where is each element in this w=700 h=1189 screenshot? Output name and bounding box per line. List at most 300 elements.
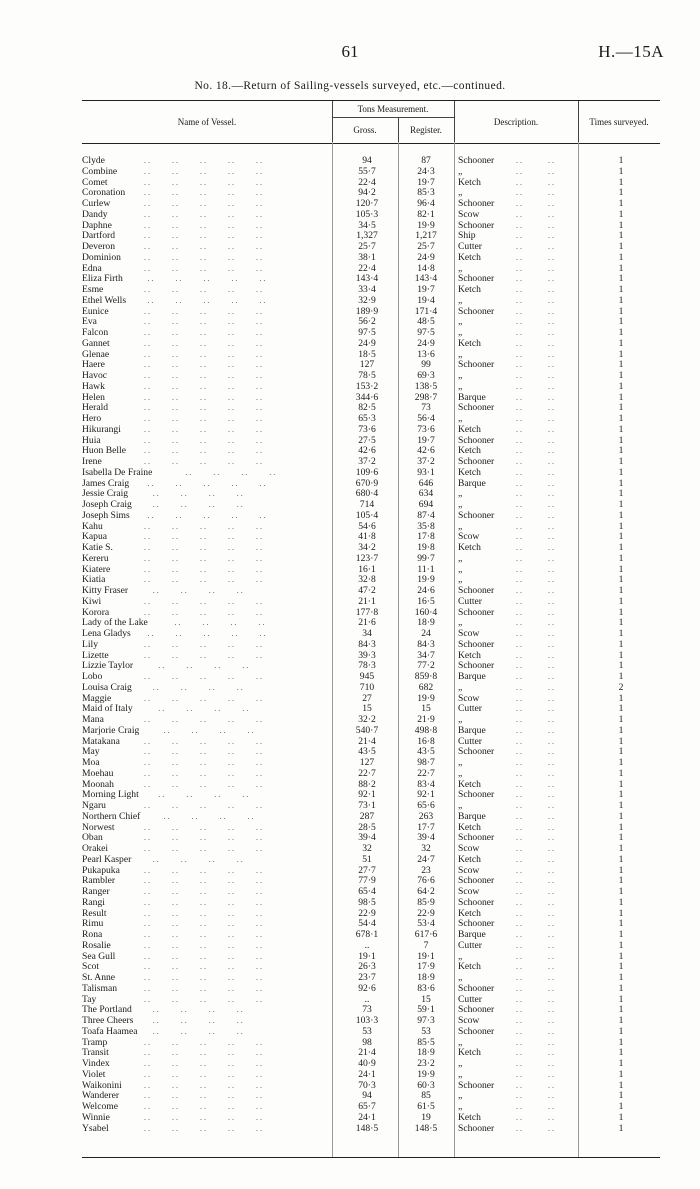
register-tons: 98·7: [417, 757, 435, 768]
leader-dots: .. ..: [516, 908, 556, 918]
vessel-name: Herald: [82, 402, 109, 414]
leader-dots: .. ..: [516, 446, 556, 456]
register-tons: 84·3: [417, 638, 435, 650]
description: Cutter: [458, 735, 482, 747]
description: Barque: [458, 724, 486, 736]
description: „: [458, 1090, 463, 1102]
leader-dots: .. ..: [516, 940, 556, 950]
leader-dots: .. ..: [516, 586, 556, 595]
description: Barque: [458, 477, 486, 489]
table-row: [82, 167, 660, 178]
leader-dots: .. ..: [516, 919, 556, 929]
vessel-name: Ethel Wells: [82, 294, 127, 306]
leader-dots: .. .. .. .. ..: [147, 295, 268, 305]
times-surveyed: 1: [618, 929, 624, 940]
vessel-name: Maid of Italy: [82, 703, 133, 715]
leader-dots: .. .. .. .. ..: [144, 446, 264, 456]
register-tons: 85: [421, 1090, 431, 1102]
register-tons: 24: [421, 628, 431, 639]
leader-dots: .. .. .. .. ..: [144, 736, 264, 746]
description: „: [458, 316, 463, 328]
times-surveyed: 1: [618, 348, 624, 360]
register-tons: 18·9: [417, 617, 435, 629]
times-surveyed: 1: [618, 466, 624, 478]
vessel-name: Daphne: [82, 219, 112, 231]
vessel-name: Pearl Kasper: [82, 853, 132, 865]
gross-tons: 24·1: [358, 1068, 376, 1080]
description: Schooner: [458, 456, 495, 467]
leader-dots: .. .. .. .. ..: [144, 693, 264, 703]
register-tons: 19·7: [417, 284, 435, 295]
leader-dots: .. ..: [516, 618, 556, 628]
leader-dots: .. .. .. .. ..: [144, 381, 264, 391]
gross-tons: 32·2: [358, 714, 376, 725]
gross-tons: 65·3: [358, 413, 376, 424]
leader-dots: .. ..: [516, 295, 556, 305]
description: Barque: [458, 391, 486, 403]
times-surveyed: 1: [618, 327, 624, 338]
leader-dots: .. .. .. .. ..: [144, 392, 264, 402]
times-surveyed: 1: [618, 488, 624, 500]
vessel-name: Katie S.: [82, 542, 113, 553]
gross-tons: 710: [359, 681, 375, 693]
table-row: [82, 468, 660, 479]
description: Schooner: [458, 918, 495, 930]
vessel-name: Moa: [82, 757, 100, 768]
register-tons: 99: [421, 359, 431, 371]
description: Ketch: [458, 1111, 481, 1123]
description: „: [458, 1068, 463, 1080]
description: Schooner: [458, 789, 495, 801]
leader-dots: .. ..: [516, 317, 556, 327]
times-surveyed: 1: [618, 886, 624, 897]
description: Ketch: [458, 821, 481, 833]
description: Scow: [458, 864, 480, 876]
vessel-name: Dominion: [82, 251, 121, 263]
description: „: [458, 262, 463, 274]
description: Cutter: [458, 241, 482, 252]
table-row: [82, 296, 660, 307]
gross-tons: 92·6: [358, 982, 376, 994]
leader-dots: .. ..: [516, 715, 556, 724]
gross-tons: 39·4: [358, 832, 376, 844]
gross-tons: 28·5: [358, 821, 376, 833]
leader-dots: .. ..: [516, 682, 556, 692]
vessel-name: Comet: [82, 176, 108, 188]
leader-dots: .. .. .. .. ..: [144, 457, 264, 466]
gross-tons: 22·7: [358, 767, 376, 779]
times-surveyed: 1: [618, 746, 624, 758]
vessel-name: Kiatere: [82, 563, 111, 575]
times-surveyed: 1: [618, 692, 624, 704]
vessel-name: Dandy: [82, 208, 108, 220]
description: Schooner: [458, 273, 495, 285]
vessel-name: Falcon: [82, 327, 109, 338]
leader-dots: .. .. .. .. ..: [144, 822, 264, 832]
times-surveyed: 1: [618, 821, 624, 833]
description: „: [458, 714, 463, 725]
gross-tons: 43·5: [358, 746, 376, 758]
leader-dots: .. .. .. .. ..: [144, 575, 264, 585]
gross-tons: 27·5: [358, 434, 376, 446]
leader-dots: .. ..: [516, 188, 556, 198]
description: „: [458, 800, 463, 811]
register-tons: 53: [421, 1025, 431, 1037]
leader-dots: .. .. .. .. ..: [144, 285, 264, 294]
leader-dots: .. ..: [516, 338, 556, 348]
leader-dots: .. ..: [516, 897, 556, 907]
leader-dots: .. ..: [516, 328, 556, 337]
description: Ketch: [458, 1047, 481, 1059]
times-surveyed: 1: [618, 1036, 624, 1048]
register-tons: 23: [421, 864, 431, 876]
gross-tons: 24·9: [358, 337, 376, 349]
register-tons: 160·4: [414, 606, 438, 618]
times-surveyed: 1: [618, 810, 624, 822]
times-surveyed: 1: [618, 509, 624, 521]
leader-dots: .. ..: [516, 951, 556, 961]
gross-tons: 84·3: [358, 638, 376, 650]
leader-dots: .. .. .. .. ..: [144, 242, 264, 251]
leader-dots: .. ..: [516, 833, 556, 843]
vessel-name: Moehau: [82, 767, 114, 779]
gross-tons: 94·2: [358, 187, 376, 199]
leader-dots: .. .. .. .. ..: [144, 1123, 264, 1133]
leader-dots: .. ..: [516, 844, 556, 853]
vessel-name: Rangi: [82, 896, 105, 908]
times-surveyed: 1: [618, 1058, 624, 1069]
register-tons: 148·5: [414, 1122, 438, 1134]
vessel-name: Lily: [82, 638, 98, 650]
gross-tons: 16·1: [358, 563, 376, 575]
vessel-name: Lena Gladys: [82, 628, 131, 639]
vessel-name: Rimu: [82, 918, 104, 930]
register-tons: 682: [418, 681, 434, 693]
leader-dots: .. .. .. .. ..: [144, 1048, 264, 1058]
register-tons: 15: [421, 703, 431, 715]
register-tons: 646: [418, 477, 434, 489]
leader-dots: .. .. .. .. ..: [147, 274, 268, 284]
vessel-name: Lady of the Lake: [82, 617, 148, 629]
description: Cutter: [458, 939, 482, 951]
table-row: [82, 1027, 660, 1038]
leader-dots: .. .. .. ..: [158, 790, 251, 800]
leader-dots: .. .. .. .. ..: [144, 177, 264, 187]
leader-dots: .. .. .. .. ..: [144, 371, 264, 380]
leader-dots: .. ..: [516, 360, 556, 370]
gross-tons: 98·5: [358, 896, 376, 908]
register-tons: 73: [421, 402, 431, 414]
description: Schooner: [458, 155, 495, 166]
vessel-name: Winnie: [82, 1111, 110, 1123]
table-row: [82, 640, 660, 651]
vessel-name: Esme: [82, 284, 104, 295]
vessel-name: Rambler: [82, 875, 116, 887]
leader-dots: .. ..: [516, 758, 556, 767]
header-register: Register.: [410, 125, 442, 135]
leader-dots: .. .. .. .. ..: [144, 424, 264, 434]
register-tons: 18·9: [417, 972, 435, 983]
register-tons: 263: [418, 810, 434, 822]
leader-dots: .. .. .. ..: [152, 682, 245, 692]
leader-dots: .. .. .. .. ..: [144, 532, 264, 542]
gross-tons: 189·9: [355, 305, 379, 317]
description: „: [458, 165, 463, 177]
vessel-name: Glenae: [82, 348, 110, 360]
times-surveyed: 1: [618, 155, 624, 166]
gross-tons: 21·6: [358, 617, 376, 629]
register-tons: 24·9: [417, 337, 435, 349]
leader-dots: .. .. .. ..: [163, 725, 256, 735]
vessel-name: Toafa Haamea: [82, 1025, 138, 1037]
leader-dots: .. ..: [516, 994, 556, 1004]
table-row: [82, 930, 660, 941]
times-surveyed: 1: [618, 531, 624, 543]
leader-dots: .. .. .. ..: [152, 1026, 245, 1036]
vessel-name: St. Anne: [82, 972, 116, 983]
leader-dots: .. .. .. .. ..: [144, 564, 264, 574]
vessel-name: Ysabel: [82, 1122, 109, 1134]
times-surveyed: 1: [618, 638, 624, 650]
times-surveyed: 1: [618, 907, 624, 919]
leader-dots: .. .. .. .. ..: [144, 908, 264, 918]
times-surveyed: 1: [618, 800, 624, 811]
gross-tons: 65·4: [358, 886, 376, 897]
description: Schooner: [458, 402, 495, 414]
gross-tons: 105·4: [355, 509, 379, 521]
gross-tons: 73·6: [358, 423, 376, 435]
times-surveyed: 1: [618, 445, 624, 457]
times-surveyed: 1: [618, 1079, 624, 1091]
register-tons: 24·9: [417, 251, 435, 263]
times-surveyed: 1: [618, 789, 624, 801]
leader-dots: .. ..: [516, 532, 556, 542]
description: Scow: [458, 692, 480, 704]
description: Scow: [458, 886, 480, 897]
vessel-name: Eliza Firth: [82, 273, 123, 285]
table-header: [82, 100, 660, 144]
gross-tons: 32·9: [358, 294, 376, 306]
leader-dots: .. .. .. .. ..: [144, 833, 264, 843]
leader-dots: .. .. .. .. ..: [144, 994, 264, 1004]
leader-dots: .. ..: [516, 349, 556, 359]
times-surveyed: 1: [618, 993, 624, 1005]
times-surveyed: 1: [618, 370, 624, 381]
leader-dots: .. .. .. .. ..: [144, 596, 264, 606]
header-tons: Tons Measurement.: [357, 104, 429, 114]
vessel-name: Three Cheers: [82, 1015, 134, 1026]
leader-dots: .. ..: [516, 306, 556, 316]
leader-dots: .. ..: [516, 1026, 556, 1036]
leader-dots: .. ..: [516, 274, 556, 284]
register-tons: 35·8: [417, 520, 435, 532]
description: Ketch: [458, 907, 481, 919]
gross-tons: 670·9: [355, 477, 379, 489]
leader-dots: .. ..: [516, 231, 556, 241]
leader-dots: .. .. .. .. ..: [147, 629, 268, 638]
leader-dots: .. ..: [516, 209, 556, 219]
times-surveyed: 1: [618, 1111, 624, 1123]
gross-tons: 47·2: [358, 585, 376, 596]
leader-dots: .. ..: [516, 596, 556, 606]
leader-dots: .. ..: [516, 1091, 556, 1101]
register-tons: 617·6: [414, 929, 438, 940]
times-surveyed: 2: [618, 681, 624, 693]
leader-dots: .. .. .. .. ..: [144, 306, 264, 316]
leader-dots: .. ..: [516, 1059, 556, 1068]
vessel-name: Edna: [82, 262, 102, 274]
gross-tons: 38·1: [358, 251, 376, 263]
header-description: Description.: [493, 117, 539, 127]
leader-dots: .. ..: [516, 1048, 556, 1058]
gross-tons: 41·8: [358, 531, 376, 543]
description: Scow: [458, 1015, 480, 1026]
leader-dots: .. .. .. .. ..: [144, 865, 264, 875]
gross-tons: 103·3: [355, 1015, 379, 1026]
vessel-name: Jessie Craig: [82, 488, 129, 500]
register-tons: 19·7: [417, 434, 435, 446]
description: Schooner: [458, 875, 495, 887]
gross-tons: 97·5: [358, 327, 376, 338]
times-surveyed: 1: [618, 273, 624, 285]
leader-dots: .. .. .. .. ..: [144, 1037, 264, 1047]
times-surveyed: 1: [618, 864, 624, 876]
leader-dots: .. ..: [516, 564, 556, 574]
gross-tons: 22·4: [358, 176, 376, 188]
times-surveyed: 1: [618, 337, 624, 349]
gross-tons: 177·8: [355, 606, 379, 618]
register-tons: 7: [423, 939, 429, 951]
leader-dots: .. ..: [516, 1102, 556, 1111]
gross-tons: 19·1: [358, 950, 376, 962]
leader-dots: .. ..: [516, 854, 556, 864]
leader-dots: .. ..: [516, 639, 556, 649]
gross-tons: 98: [362, 1036, 372, 1048]
gross-tons: 39·3: [358, 649, 376, 661]
gross-tons: 40·9: [358, 1058, 376, 1069]
description: Cutter: [458, 703, 482, 715]
description: Ketch: [458, 337, 481, 349]
gross-tons: 55·7: [358, 165, 376, 177]
description: „: [458, 370, 463, 381]
description: „: [458, 1036, 463, 1048]
description: Ketch: [458, 251, 481, 263]
register-tons: 25·7: [417, 241, 435, 252]
vessel-name: Kiwi: [82, 595, 102, 607]
leader-dots: .. ..: [516, 371, 556, 380]
leader-dots: .. ..: [516, 650, 556, 660]
times-surveyed: 1: [618, 660, 624, 672]
description: Schooner: [458, 585, 495, 596]
register-tons: 99·7: [417, 552, 435, 564]
table-body: [82, 156, 660, 1134]
gross-tons: 1,327: [356, 230, 378, 242]
gross-tons: 53: [362, 1025, 372, 1037]
vessel-name: Eva: [82, 316, 97, 328]
page-number: 61: [341, 42, 359, 61]
gross-tons: 34·5: [358, 219, 376, 231]
leader-dots: .. ..: [516, 790, 556, 800]
register-tons: 19·1: [417, 950, 435, 962]
description: Scow: [458, 531, 480, 543]
description: „: [458, 488, 463, 500]
register-tons: 60·3: [417, 1079, 435, 1091]
gross-tons: 109·6: [355, 466, 379, 478]
vessel-name: Irene: [82, 456, 102, 467]
table-row: [82, 855, 660, 866]
leader-dots: .. ..: [516, 747, 556, 757]
leader-dots: .. .. .. ..: [158, 661, 251, 671]
gross-tons: 37·2: [358, 456, 376, 467]
leader-dots: .. .. .. .. ..: [144, 983, 264, 993]
leader-dots: .. ..: [516, 381, 556, 391]
register-tons: 64·2: [417, 886, 435, 897]
leader-dots: .. .. .. .. ..: [144, 919, 264, 929]
leader-dots: .. .. .. .. ..: [147, 478, 268, 488]
table-title: No. 18.—Return of Sailing-vessels surveyed, etc.—continued.: [194, 80, 506, 92]
table-row: [82, 812, 660, 823]
register-tons: 87·4: [417, 509, 435, 521]
gross-tons: 153·2: [355, 380, 379, 392]
times-surveyed: 1: [618, 703, 624, 715]
gross-tons: 33·4: [358, 284, 376, 295]
times-surveyed: 1: [618, 176, 624, 188]
gross-tons: 714: [359, 499, 375, 510]
vessel-name: Morning Light: [82, 789, 139, 801]
gross-tons: 15: [362, 703, 372, 715]
header-times: Times surveyed.: [589, 117, 649, 127]
vessel-name: Deveron: [82, 241, 116, 252]
leader-dots: .. ..: [516, 500, 556, 509]
register-tons: 93·1: [417, 466, 435, 478]
description: Ketch: [458, 423, 481, 435]
vessel-name: Northern Chief: [82, 810, 141, 822]
times-surveyed: 1: [618, 208, 624, 220]
times-surveyed: 1: [618, 778, 624, 790]
register-tons: 19·9: [417, 219, 435, 231]
gross-tons: 27: [362, 692, 372, 704]
register-tons: 23·2: [417, 1058, 435, 1069]
vessel-name: Gannet: [82, 337, 110, 349]
vessel-name: Combine: [82, 165, 118, 177]
leader-dots: .. .. .. .. ..: [144, 940, 264, 950]
times-surveyed: 1: [618, 649, 624, 661]
vessel-name: Kahu: [82, 520, 103, 532]
vessel-name: Isabella De Fraine: [82, 466, 153, 478]
times-surveyed: 1: [618, 456, 624, 467]
times-surveyed: 1: [618, 284, 624, 295]
leader-dots: .. .. .. .. ..: [144, 328, 264, 337]
register-tons: 22·9: [417, 907, 435, 919]
description: Ketch: [458, 284, 481, 295]
leader-dots: .. ..: [516, 779, 556, 789]
times-surveyed: 1: [618, 402, 624, 414]
leader-dots: .. .. .. .. ..: [144, 435, 264, 445]
leader-dots: .. ..: [516, 403, 556, 413]
leader-dots: .. .. .. .. ..: [144, 220, 264, 230]
vessel-name: Helen: [82, 391, 105, 403]
gross-tons: 23·7: [358, 972, 376, 983]
times-surveyed: 1: [618, 499, 624, 510]
register-tons: 21·9: [417, 714, 435, 725]
vessel-name: Havoc: [82, 370, 108, 381]
vessel-name: Curlew: [82, 198, 111, 209]
gross-tons: 94: [362, 155, 372, 166]
description: Ketch: [458, 961, 481, 973]
leader-dots: .. .. .. .. ..: [144, 263, 264, 273]
times-surveyed: 1: [618, 714, 624, 725]
register-tons: 92·1: [417, 789, 435, 801]
